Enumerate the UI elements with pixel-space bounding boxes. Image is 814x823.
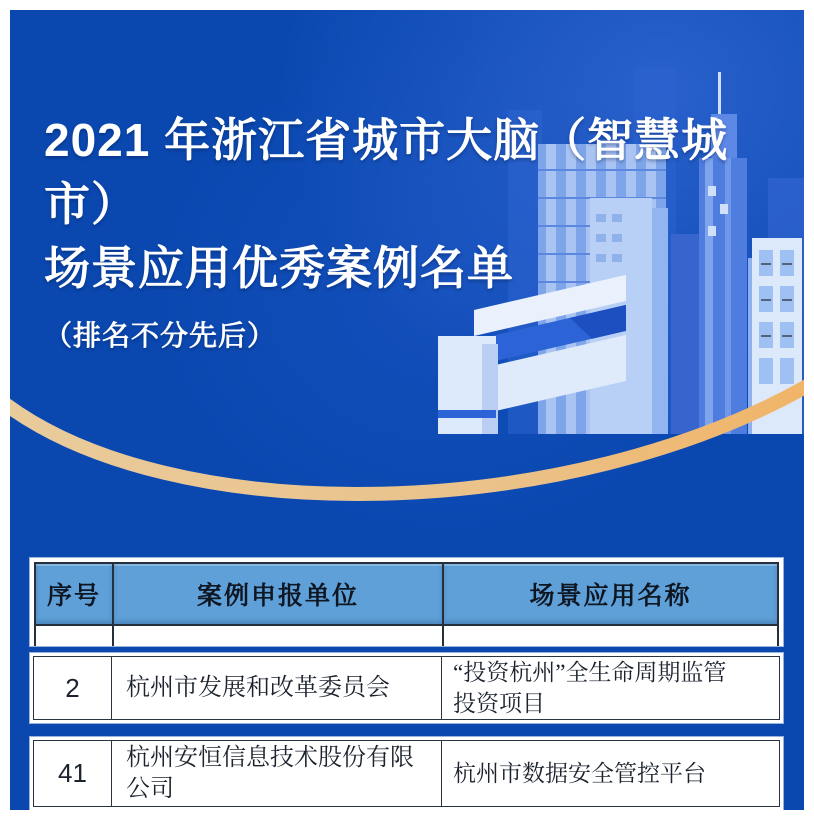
cell-unit-name [112, 657, 442, 720]
column-header-unit: 案例申报单位 [113, 563, 443, 625]
cell-scene-name [442, 741, 780, 807]
empty-cell [443, 625, 778, 646]
cell-case-number: 41 [34, 741, 112, 807]
title-block [44, 108, 784, 354]
case-row-41 [33, 740, 780, 807]
table-row [30, 653, 783, 723]
case-table-header [34, 562, 779, 646]
cell-unit-name [112, 741, 442, 807]
unit-text: 杭州市发展和改革委员会 [126, 674, 390, 701]
page-title-line1: 2021 年浙江省城市大脑（智慧城市） [44, 114, 729, 230]
scene-text-line2: 投资项目 [453, 691, 545, 716]
table-header-card [30, 558, 783, 646]
page-title-line2: 场景应用优秀案例名单 [44, 242, 514, 294]
empty-cell [35, 625, 113, 646]
scene-text-line1: “投资杭州”全生命周期监管 [453, 660, 727, 685]
page-subtitle: （排名不分先后） [44, 320, 277, 351]
column-header-scene: 场景应用名称 [443, 563, 778, 625]
case-row-2 [33, 656, 780, 720]
scene-text: 杭州市数据安全管控平台 [453, 761, 706, 786]
cell-scene-name [442, 657, 780, 720]
cell-case-number: 2 [34, 657, 112, 720]
column-header-no: 序号 [35, 563, 113, 625]
blue-panel [10, 10, 804, 810]
empty-cell [113, 625, 443, 646]
table-row [30, 737, 783, 810]
unit-text-line1: 杭州安恒信息技术股份有限 [126, 744, 414, 771]
unit-text-line2: 公司 [126, 775, 174, 802]
